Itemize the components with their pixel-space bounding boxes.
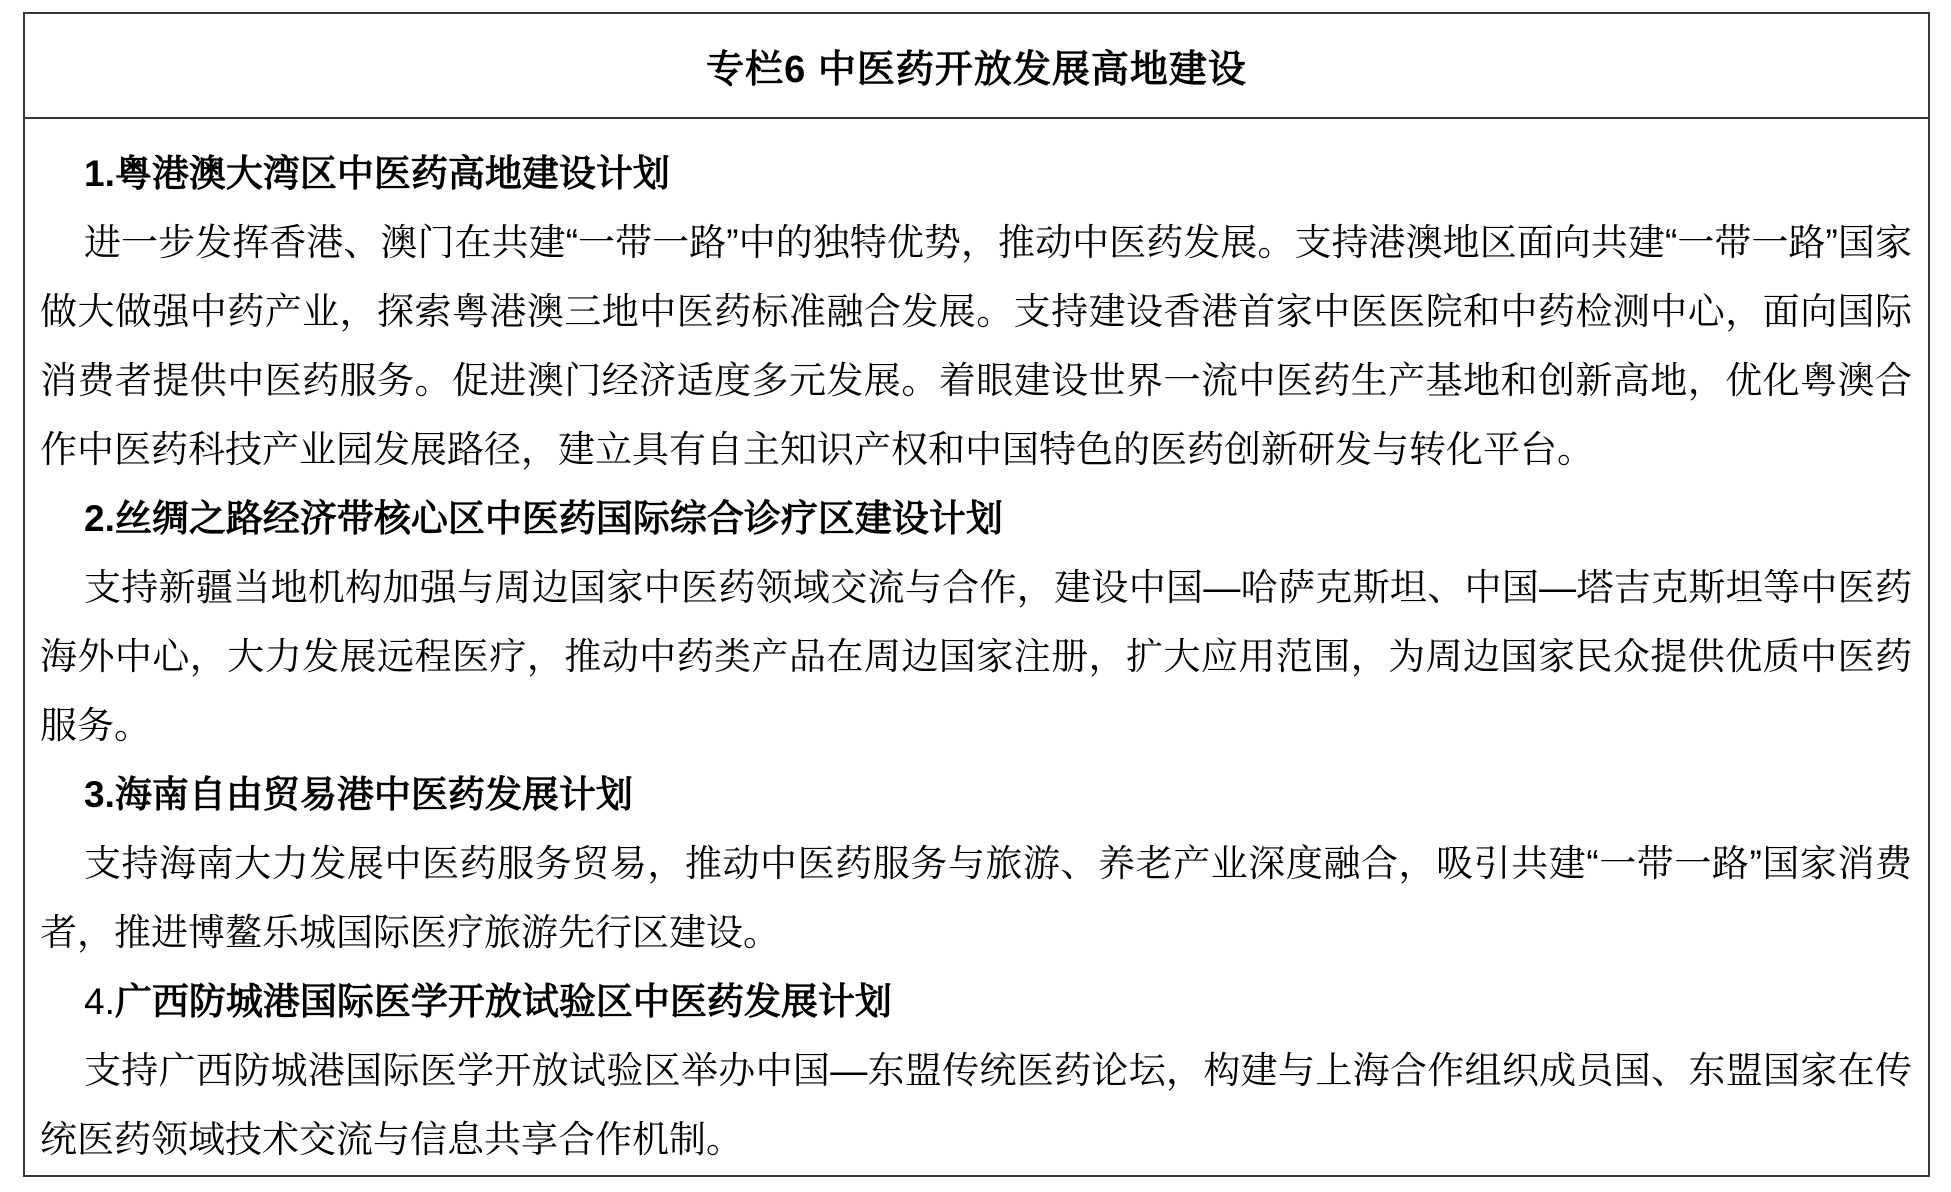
column-box-header [25,14,1928,119]
section-3-heading [40,760,1912,829]
column-box-body [25,119,1928,1174]
section-2-title: 丝绸之路经济带核心区中医药国际综合诊疗区建设计划 [114,498,1003,539]
section-2-number: 2. [84,498,115,539]
section-1-paragraph: 进一步发挥香港、澳门在共建“一带一路”中的独特优势，推动中医药发展。支持港澳地区面向共建“一带一路”国家做大做强中药产业，探索粤港澳三地中医药标准融合发展。支持建设香港首家中医医院和中药检测中心，面向国际消费者提供中医药服务。促进澳门经济适度多元发展。着眼建设世界一流中医药生产基地和创新高地，优化粤澳合作中医药科技产业园发展路径，建立具有自主知识产权和中国特色的医药创新研发与转化平台。 [40,222,1912,470]
column-box-title: 专栏6 中医药开放发展高地建设 [706,49,1247,91]
section-4-title: 广西防城港国际医学开放试验区中医药发展计划 [114,981,892,1022]
section-3-paragraph: 支持海南大力发展中医药服务贸易，推动中医药服务与旅游、养老产业深度融合，吸引共建“一带一路”国家消费者，推进博鳌乐城国际医疗旅游先行区建设。 [40,843,1912,953]
section-3-number: 3. [84,774,115,815]
section-1-title: 粤港澳大湾区中医药高地建设计划 [114,153,670,194]
section-3-title: 海南自由贸易港中医药发展计划 [114,774,633,815]
section-2-heading [40,484,1912,553]
section-1-heading [40,139,1912,208]
section-1-number: 1. [84,153,115,194]
section-4-heading [40,967,1912,1036]
section-4-number: 4. [84,981,115,1022]
section-4-paragraph: 支持广西防城港国际医学开放试验区举办中国—东盟传统医药论坛，构建与上海合作组织成员国、东盟国家在传统医药领域技术交流与信息共享合作机制。 [40,1050,1912,1160]
column-box [23,12,1930,1177]
section-2-paragraph: 支持新疆当地机构加强与周边国家中医药领域交流与合作，建设中国—哈萨克斯坦、中国—塔吉克斯坦等中医药海外中心，大力发展远程医疗，推动中药类产品在周边国家注册，扩大应用范围，为周边国家民众提供优质中医药服务。 [40,567,1912,746]
